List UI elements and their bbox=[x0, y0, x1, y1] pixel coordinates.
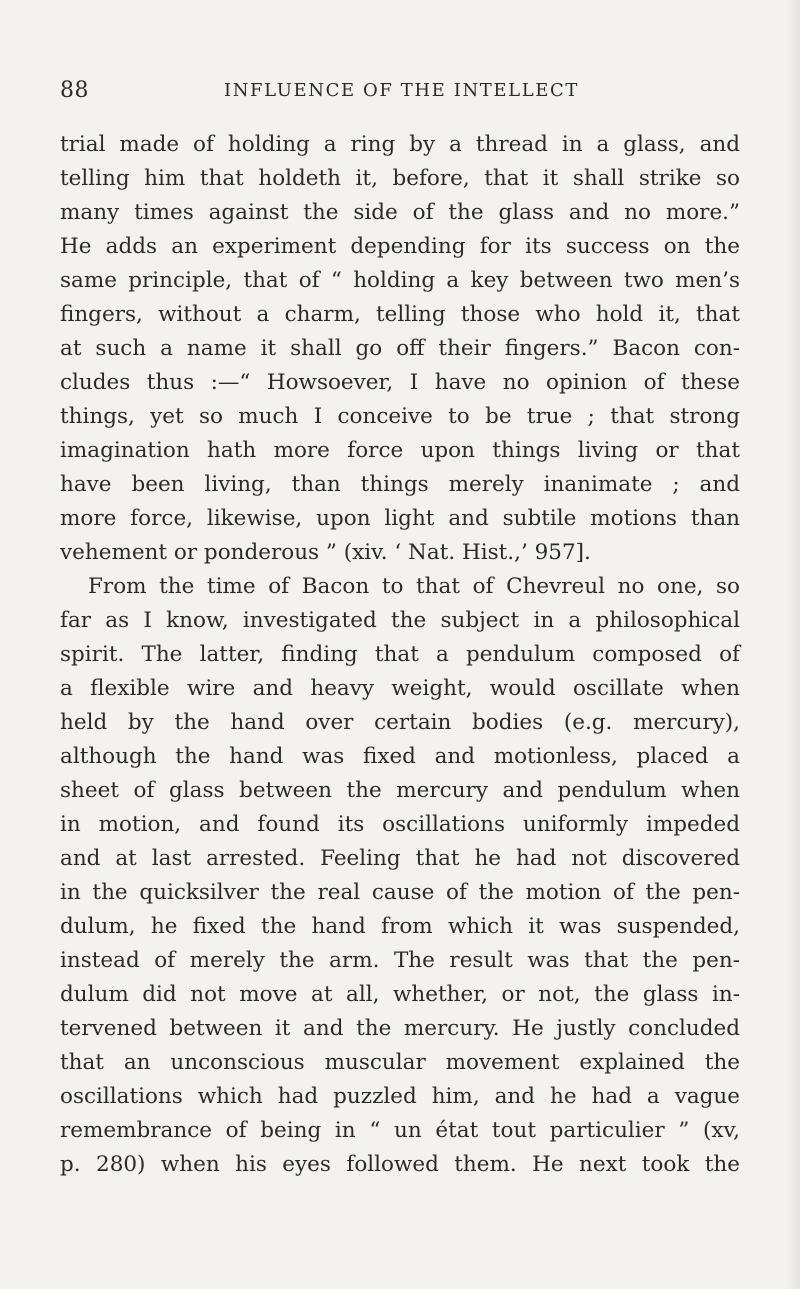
page-number: 88 bbox=[60, 78, 89, 103]
text-line: that an unconscious muscular movement explained the bbox=[60, 1050, 740, 1075]
text-line: sheet of glass between the mercury and pendulum when bbox=[60, 778, 740, 803]
text-line: more force, likewise, upon light and subtile motions than bbox=[60, 506, 740, 531]
text-line: oscillations which had puzzled him, and he had a vague bbox=[60, 1084, 740, 1109]
text-line: From the time of Bacon to that of Chevreul no one, so bbox=[88, 574, 740, 599]
text-line: many times against the side of the glass and no more.” bbox=[60, 200, 740, 225]
text-line: although the hand was fixed and motionless, placed a bbox=[60, 744, 740, 769]
text-line: fingers, without a charm, telling those who hold it, that bbox=[60, 302, 740, 327]
text-line: in motion, and found its oscillations uniformly impeded bbox=[60, 812, 740, 837]
text-line: vehement or ponderous ” (xiv. ‘ Nat. Hist.,’ 957]. bbox=[60, 540, 591, 565]
text-line: have been living, than things merely inanimate ; and bbox=[60, 472, 740, 497]
text-line: instead of merely the arm. The result was that the pen- bbox=[60, 948, 740, 973]
page-edge-shadow bbox=[786, 0, 800, 1289]
text-line: spirit. The latter, finding that a pendulum composed of bbox=[60, 642, 740, 667]
text-line: tervened between it and the mercury. He justly concluded bbox=[60, 1016, 740, 1041]
text-line: telling him that holdeth it, before, that it shall strike so bbox=[60, 166, 740, 191]
text-line: imagination hath more force upon things living or that bbox=[60, 438, 740, 463]
text-line: in the quicksilver the real cause of the motion of the pen- bbox=[60, 880, 740, 905]
text-line: remembrance of being in “ un état tout particulier ” (xv, bbox=[60, 1118, 740, 1143]
running-head bbox=[60, 78, 740, 112]
running-head-title: INFLUENCE OF THE INTELLECT bbox=[224, 80, 579, 101]
text-line: dulum, he fixed the hand from which it was suspended, bbox=[60, 914, 740, 939]
text-line: and at last arrested. Feeling that he had not discovered bbox=[60, 846, 740, 871]
text-line: held by the hand over certain bodies (e.g. mercury), bbox=[60, 710, 740, 735]
text-line: far as I know, investigated the subject in a philosophical bbox=[60, 608, 740, 633]
body-text bbox=[60, 128, 740, 1182]
text-line: things, yet so much I conceive to be true ; that strong bbox=[60, 404, 740, 429]
text-line: same principle, that of “ holding a key between two men’s bbox=[60, 268, 740, 293]
text-line: He adds an experiment depending for its success on the bbox=[60, 234, 740, 259]
text-line: a flexible wire and heavy weight, would oscillate when bbox=[60, 676, 740, 701]
text-line: at such a name it shall go off their fingers.” Bacon con- bbox=[60, 336, 740, 361]
text-line: p. 280) when his eyes followed them. He next took the bbox=[60, 1152, 740, 1177]
text-line: cludes thus :—“ Howsoever, I have no opinion of these bbox=[60, 370, 740, 395]
text-line: trial made of holding a ring by a thread in a glass, and bbox=[60, 132, 740, 157]
text-line: dulum did not move at all, whether, or not, the glass in- bbox=[60, 982, 740, 1007]
